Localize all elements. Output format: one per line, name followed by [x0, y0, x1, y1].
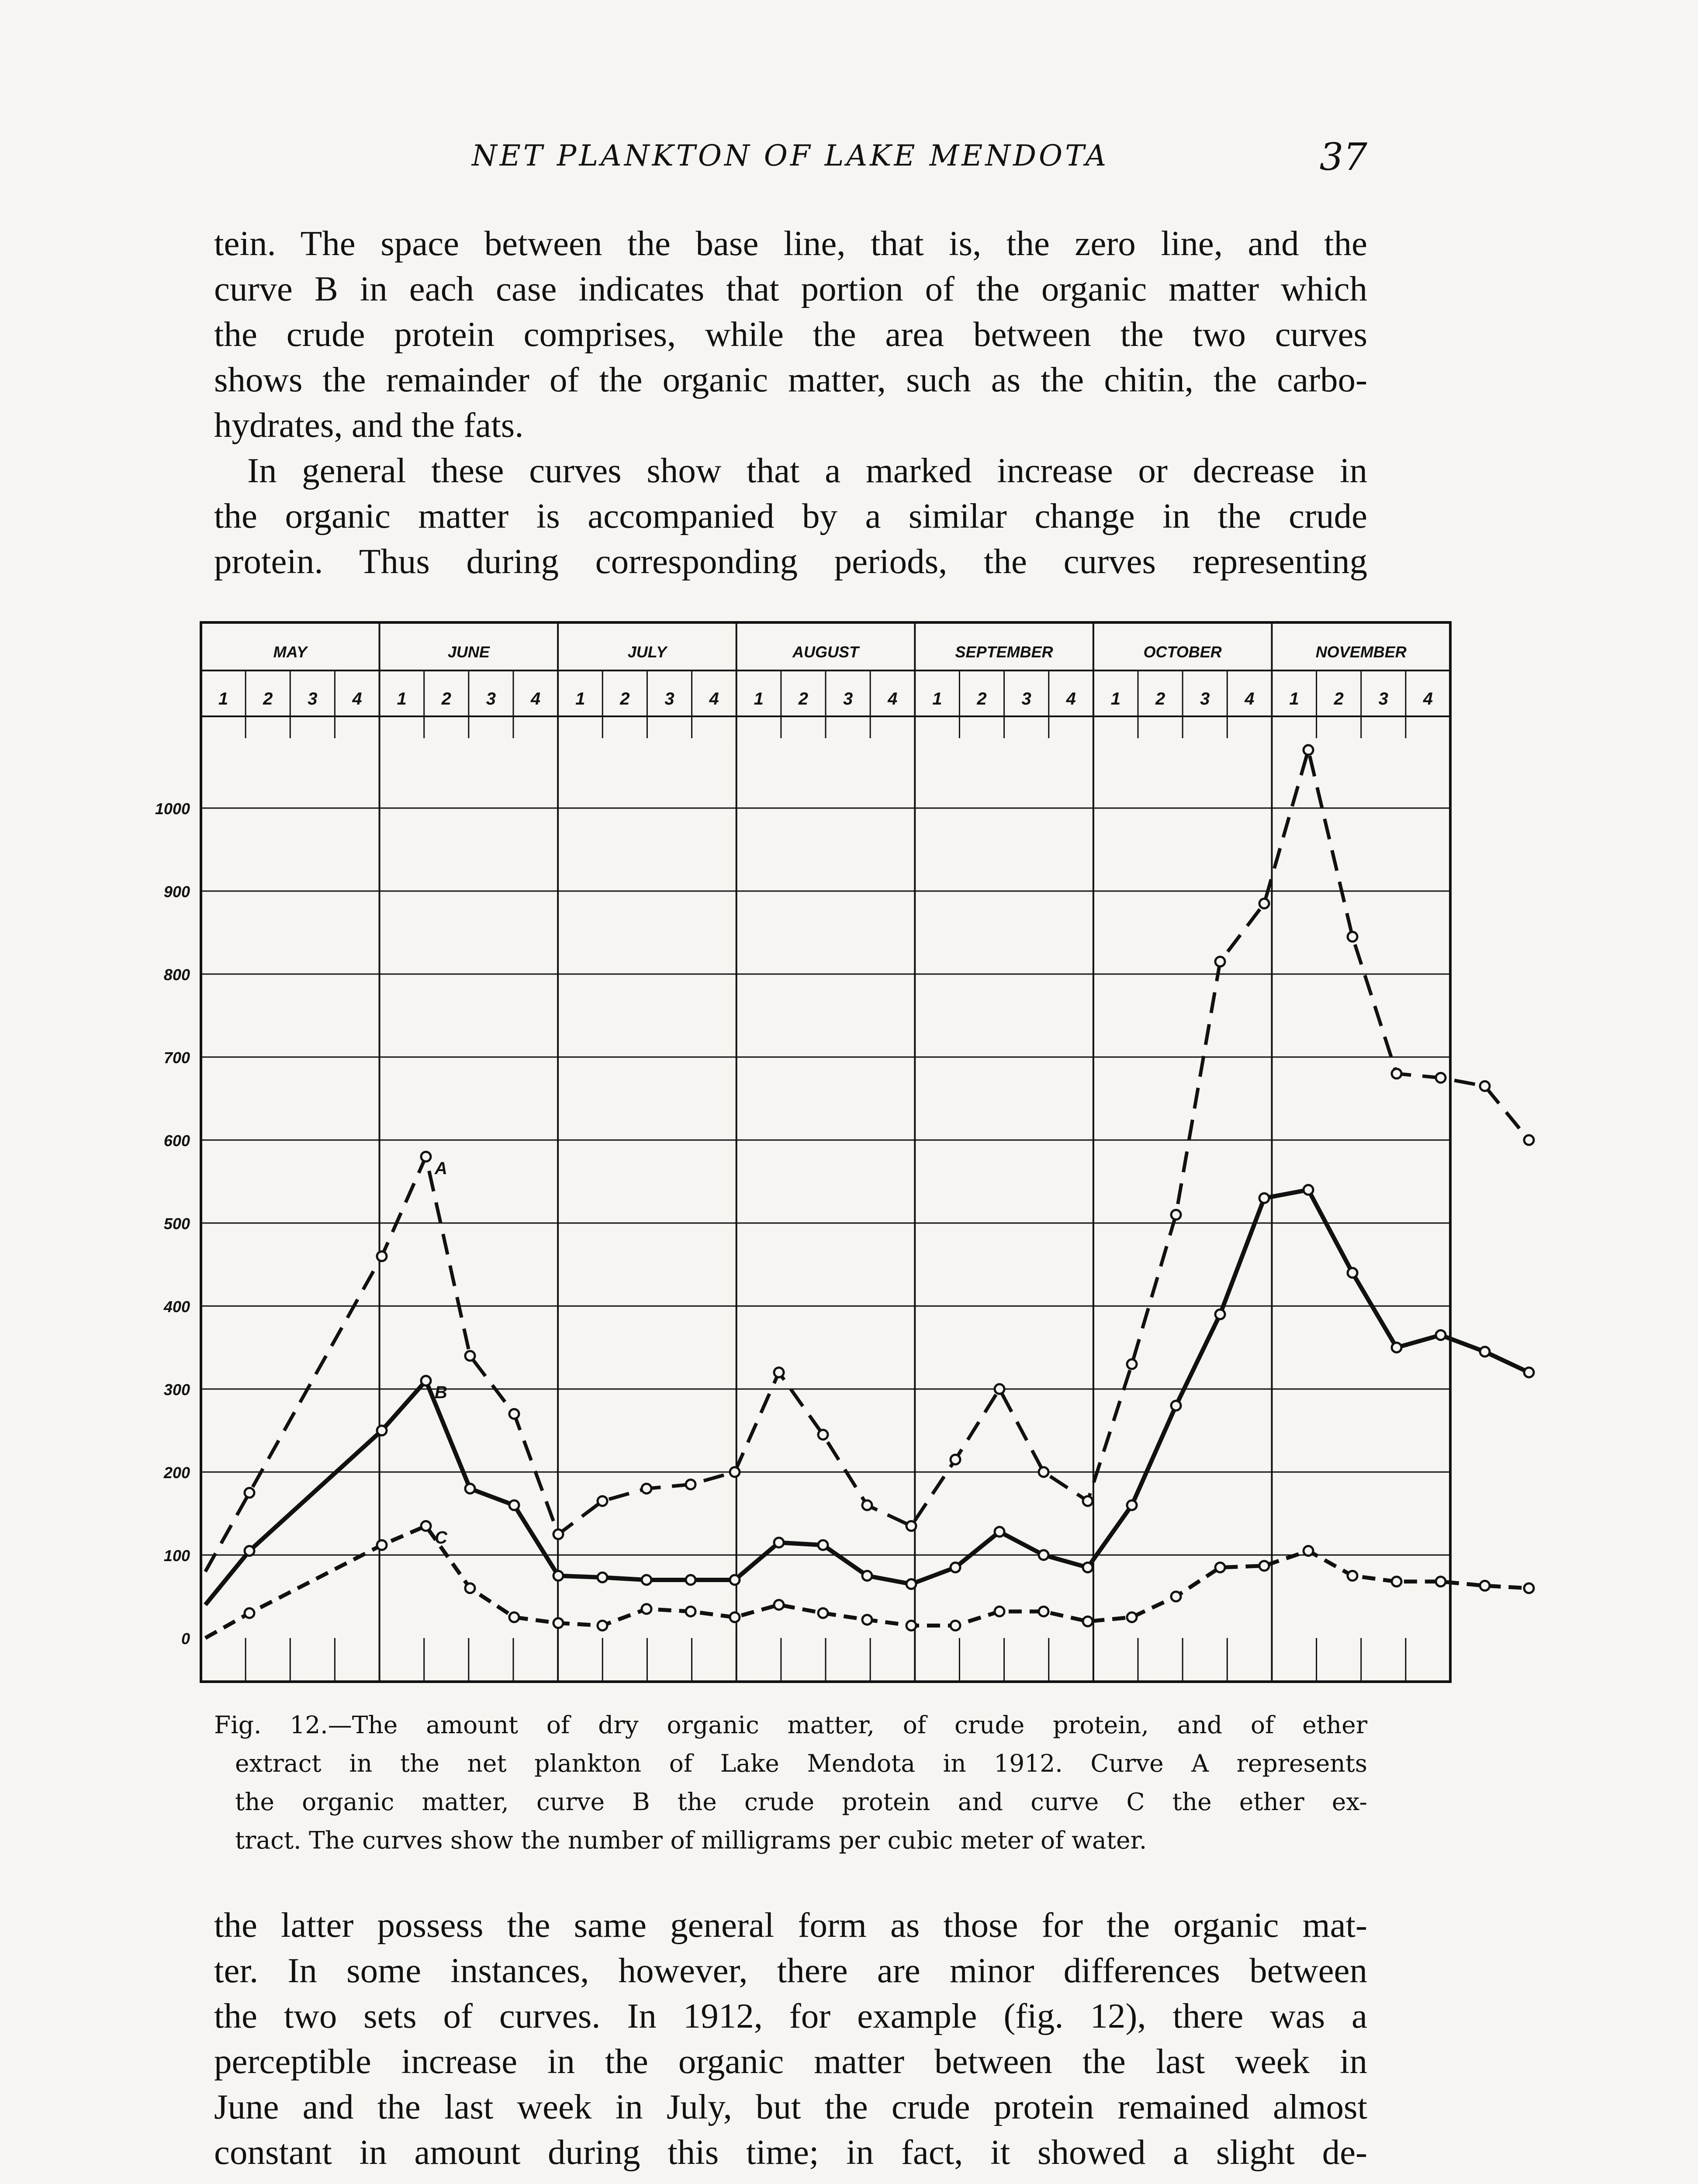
page-number: 37: [1319, 135, 1367, 179]
series-c-point: [1348, 1571, 1357, 1581]
series-b-point: [1127, 1500, 1137, 1510]
series-c-point: [377, 1540, 387, 1550]
series-a-point: [1039, 1467, 1048, 1477]
week-label: 2: [620, 689, 630, 708]
series-a-point: [1304, 745, 1313, 755]
week-label: 1: [754, 689, 764, 708]
series-a-point: [553, 1530, 563, 1539]
text-line: the latter possess the same general form as those for the organic mat-: [214, 1905, 1367, 1945]
series-a-point: [1215, 957, 1225, 967]
series-b-point: [465, 1484, 475, 1493]
y-tick-label: 400: [163, 1298, 190, 1316]
week-label: 2: [1334, 689, 1344, 708]
series-a-point: [1436, 1073, 1446, 1083]
text-line: June and the last week in July, but the crude protein remained almost: [214, 2087, 1367, 2126]
series-c-point: [995, 1607, 1004, 1616]
paragraph-top: [214, 221, 1367, 584]
chart-frame: [201, 622, 1450, 1682]
series-c-point: [730, 1613, 740, 1622]
series-c-point: [1480, 1581, 1490, 1590]
series-b-point: [951, 1563, 960, 1572]
series-a-point: [465, 1351, 475, 1361]
week-label: 3: [1021, 689, 1031, 708]
caption-line: extract in the net plankton of Lake Mendota in 1912. Curve A represents: [235, 1749, 1367, 1777]
series-a-point: [421, 1152, 431, 1161]
series-a-point: [1171, 1210, 1181, 1220]
series-b-point: [1304, 1185, 1313, 1195]
series-a-point: [598, 1496, 607, 1506]
y-tick-label: 1000: [155, 800, 190, 818]
series-b-point: [1215, 1310, 1225, 1319]
series-b-point: [1480, 1347, 1490, 1357]
series-b-point: [906, 1579, 916, 1589]
series-a-point: [1259, 899, 1269, 909]
running-header: [214, 135, 1367, 187]
week-label: 3: [843, 689, 853, 708]
paragraph-bottom: [214, 1902, 1367, 2175]
week-label: 3: [486, 689, 496, 708]
caption-line: tract. The curves show the number of milligrams per cubic meter of water.: [235, 1826, 1147, 1854]
y-tick-label: 500: [163, 1215, 190, 1233]
series-b-point: [421, 1376, 431, 1386]
text-line: tein. The space between the base line, that is, the zero line, and the: [214, 224, 1367, 263]
month-label: NOVEMBER: [1315, 643, 1407, 661]
y-tick-label: 900: [163, 883, 190, 901]
series-c-point: [906, 1621, 916, 1631]
week-label: 1: [575, 689, 585, 708]
week-label: 3: [308, 689, 318, 708]
y-tick-label: 300: [163, 1381, 190, 1399]
series-c-point: [1304, 1546, 1313, 1556]
text-line: the crude protein comprises, while the area between the two curves: [214, 314, 1367, 354]
text-line: protein. Thus during corresponding periods, the curves representing: [214, 542, 1367, 581]
series-a-point: [245, 1488, 254, 1498]
series-b-point: [245, 1546, 254, 1556]
series-c-point: [1215, 1563, 1225, 1572]
figure-caption: [214, 1706, 1367, 1859]
series-c-point: [1083, 1617, 1093, 1626]
y-tick-label: 200: [163, 1464, 190, 1482]
series-a-point: [642, 1484, 651, 1493]
series-c-point: [774, 1600, 784, 1610]
week-label: 4: [1423, 689, 1433, 708]
week-label: 1: [1289, 689, 1299, 708]
text-line: curve B in each case indicates that portion of the organic matter which: [214, 269, 1367, 308]
y-tick-label: 0: [181, 1630, 190, 1648]
series-c-point: [1259, 1561, 1269, 1571]
series-c-point: [818, 1608, 828, 1618]
text-line: perceptible increase in the organic matter between the last week in: [214, 2042, 1367, 2081]
y-tick-label: 700: [163, 1049, 190, 1067]
caption-line: Fig. 12.—The amount of dry organic matter, of crude protein, and of ether: [214, 1711, 1367, 1739]
series-a-point: [1083, 1496, 1093, 1506]
week-label: 1: [1110, 689, 1121, 708]
series-b-point: [642, 1575, 651, 1585]
series-c-point: [553, 1618, 563, 1628]
month-label: MAY: [273, 643, 307, 661]
series-c-point: [465, 1583, 475, 1593]
series-c-point: [1127, 1613, 1137, 1622]
series-b-point: [553, 1571, 563, 1581]
month-label: OCTOBER: [1143, 643, 1222, 661]
text-line: In general these curves show that a marked increase or decrease in: [247, 451, 1367, 490]
series-b-point: [1436, 1330, 1446, 1340]
month-label: AUGUST: [792, 643, 859, 661]
caption-line: the organic matter, curve B the crude protein and curve C the ether ex-: [235, 1788, 1367, 1816]
text-line: the two sets of curves. In 1912, for example (fig. 12), there was a: [214, 1996, 1367, 2035]
week-label: 2: [1155, 689, 1165, 708]
series-c-point: [245, 1608, 254, 1618]
series-b-point: [1171, 1401, 1181, 1410]
series-a-point: [995, 1384, 1004, 1394]
week-label: 4: [888, 689, 898, 708]
series-a-point: [774, 1368, 784, 1377]
series-a-point: [1348, 932, 1357, 942]
series-a-point: [951, 1455, 960, 1465]
text-line: hydrates, and the fats.: [214, 405, 524, 445]
running-title: NET PLANKTON OF LAKE MENDOTA: [472, 139, 1109, 173]
series-b-label: B: [435, 1383, 447, 1402]
series-c-point: [1039, 1607, 1048, 1616]
series-a-point: [509, 1409, 519, 1419]
series-a-point: [730, 1467, 740, 1477]
series-b-point: [818, 1540, 828, 1550]
week-label: 3: [1378, 689, 1388, 708]
series-c-point: [509, 1613, 519, 1622]
week-label: 4: [1245, 689, 1255, 708]
week-label: 4: [530, 689, 541, 708]
series-b-line: [205, 1190, 1529, 1605]
series-b-point: [377, 1426, 387, 1435]
figure-12-chart: [155, 609, 1477, 1693]
week-label: 2: [977, 689, 987, 708]
series-a-point: [377, 1251, 387, 1261]
series-b-point: [509, 1500, 519, 1510]
series-c-point: [421, 1521, 431, 1531]
series-a-point: [818, 1430, 828, 1440]
y-tick-label: 600: [163, 1132, 190, 1150]
series-b-point: [730, 1575, 740, 1585]
week-label: 3: [1200, 689, 1210, 708]
series-a-label: A: [435, 1159, 447, 1178]
text-line: shows the remainder of the organic matter, such as the chitin, the carbo-: [214, 360, 1367, 399]
series-b-point: [1348, 1268, 1357, 1278]
series-c-point: [1524, 1583, 1534, 1593]
series-b-point: [995, 1527, 1004, 1537]
series-b-point: [1392, 1343, 1401, 1352]
series-b-point: [1083, 1563, 1093, 1572]
series-b-point: [774, 1538, 784, 1548]
week-label: 2: [441, 689, 451, 708]
series-c-point: [1436, 1577, 1446, 1586]
series-c-point: [642, 1604, 651, 1614]
series-a-point: [1524, 1135, 1534, 1145]
week-label: 1: [397, 689, 407, 708]
series-a-point: [1127, 1359, 1137, 1369]
series-b-point: [1259, 1193, 1269, 1203]
series-c-point: [1392, 1577, 1401, 1586]
month-label: JULY: [627, 643, 667, 661]
week-label: 4: [709, 689, 719, 708]
month-label: SEPTEMBER: [955, 643, 1053, 661]
y-tick-label: 800: [163, 966, 190, 984]
week-label: 2: [798, 689, 809, 708]
week-label: 4: [1066, 689, 1076, 708]
week-label: 3: [664, 689, 674, 708]
month-label: JUNE: [447, 643, 490, 661]
series-c-point: [862, 1615, 872, 1624]
series-b-point: [1524, 1368, 1534, 1377]
text-line: ter. In some instances, however, there are minor differences between: [214, 1951, 1367, 1990]
text-line: constant in amount during this time; in fact, it showed a slight de-: [214, 2132, 1367, 2172]
series-a-point: [862, 1500, 872, 1510]
series-a-line: [205, 750, 1529, 1572]
series-b-point: [862, 1571, 872, 1581]
week-label: 1: [932, 689, 942, 708]
series-b-point: [1039, 1550, 1048, 1560]
series-c-label: C: [435, 1528, 447, 1548]
series-c-point: [1171, 1592, 1181, 1601]
y-tick-label: 100: [163, 1547, 190, 1565]
series-c-point: [951, 1621, 960, 1631]
week-label: 2: [263, 689, 273, 708]
series-b-point: [598, 1572, 607, 1582]
week-label: 4: [352, 689, 362, 708]
series-b-point: [686, 1575, 695, 1585]
series-a-point: [1392, 1069, 1401, 1078]
text-line: the organic matter is accompanied by a similar change in the crude: [214, 496, 1367, 536]
series-c-point: [686, 1607, 695, 1616]
series-a-point: [686, 1480, 695, 1489]
series-a-point: [1480, 1082, 1490, 1091]
series-c-point: [598, 1621, 607, 1631]
series-a-point: [906, 1521, 916, 1531]
week-label: 1: [218, 689, 228, 708]
